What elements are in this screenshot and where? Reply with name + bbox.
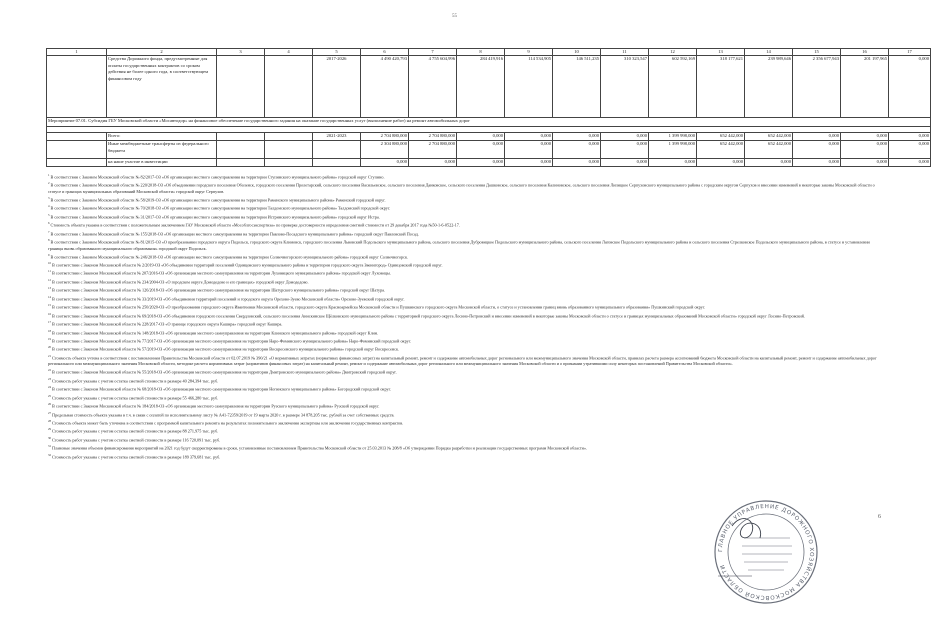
footnote-number: 29 (48, 427, 51, 432)
table-cell-value: 0,000 (649, 159, 697, 167)
footnote-text: В соответствии с Законом Московской области № 250/2020-ОЗ «О преобразовании городского округа Ивантеевки Московской области, городского округа Красноармейска Московской области и Пушкинского городского округа Московской области, о статусе и установлении границ вновь образованного муниципального образования» Пушкинский городской округ. (52, 304, 706, 310)
footnote-number: 3 (48, 195, 50, 200)
table-header-cell: 8 (457, 49, 505, 56)
footnote (48, 452, 882, 460)
footnote-text: Стоимость объекта может быть уточнена в соответствии с программой капитального ремонта на результатах положительного заключения экспертизы или заключения государственных контрактов. (52, 420, 404, 426)
table-header-cell: 16 (841, 49, 889, 56)
table-cell-value: 2 704 880,000 (409, 141, 457, 159)
footnote-text: В соответствии с Законом Московской области № 184/2018-ОЗ «Об организации местного самоуправления на территории Рузского муниципального района» Рузский городской округ. (52, 403, 380, 409)
footnote-text: В соответствии с Законом Московской области № 2/2019-ОЗ «Об объединении территорий поселений Одинцовского муниципального района и территории городского округа Звенигород» Одинцовский городской округ. (52, 262, 443, 268)
footnote (48, 376, 882, 384)
footnote-number: 1 (48, 173, 50, 177)
table-cell-value: 310 323,547 (601, 56, 649, 118)
footnote-number: 11 (48, 269, 51, 274)
table-header-cell: 1 (47, 49, 107, 56)
table-header-cell: 10 (553, 49, 601, 56)
footnote-text: В соответствии с Законом Московской области № 207/2016-ОЗ «Об организации местного самоуправления на территории Луховицкого муниципального района» городской округ Луховицы. (51, 270, 391, 276)
table-cell-value: 0,000 (601, 141, 649, 159)
financing-table (46, 48, 931, 167)
table-cell-period (313, 141, 361, 159)
table-cell-empty (217, 56, 265, 118)
table-cell-period (313, 159, 361, 167)
table-cell-value: 0,000 (889, 133, 931, 141)
footnote-text: В соответствии с Законом Московской области № 55/2018-ОЗ «Об организации местного самоуправления на территории Дмитровского муниципального района» Дмитровский городской округ. (52, 369, 397, 375)
table-cell-value: 652 442,000 (745, 141, 793, 159)
footnote (48, 384, 882, 392)
table-cell-name: Всего: (107, 133, 217, 141)
table-cell-name: Иные межбюджетные трансферты из федерального бюджета (107, 141, 217, 159)
official-seal (712, 498, 820, 606)
footnote-number: 5 (48, 212, 50, 217)
footnote-number: 8 (48, 238, 50, 243)
footnote-text: В соответствии с Законом Московской области № 81/2015-ОЗ «О преобразовании городского округа Подольск, городского округа Климовск, городского поселения Львовский Подольского муниципального района, сельского поселения Дубровицкое Подольского муниципального района, сельского поселения Лаговское Подольского муниципального района и сельского поселения Стрелковское Подольского муниципального района, в статусе и установлении границы вновь образованного муниципального образования» городской округ Подольск. (48, 239, 870, 251)
footnote-number: 22 (48, 368, 51, 373)
footnote (48, 285, 882, 293)
table-cell-value: 652 442,000 (697, 133, 745, 141)
table-row (47, 133, 931, 141)
table-row-main (47, 56, 931, 118)
footnote (48, 237, 882, 251)
footnote (48, 195, 882, 203)
footnote-text: В соответствии с Законом Московской области № 82/2017-ОЗ «Об организации местного самоуправления на территории Ступинского муниципального района» городской округ Ступино. (50, 174, 385, 180)
footnote-number: 12 (48, 277, 51, 282)
table-cell-value: 0,000 (457, 141, 505, 159)
table-header-cell: 17 (889, 49, 931, 56)
footnote-number: 21 (48, 353, 51, 358)
table-cell-value: 0,000 (361, 159, 409, 167)
footnote-number: 15 (48, 303, 51, 308)
table-cell-value: 652 442,000 (745, 133, 793, 141)
table-header-cell: 12 (649, 49, 697, 56)
footnote (48, 229, 882, 237)
table-cell-period: 2017-2026 (313, 56, 361, 118)
footnote-number: 19 (48, 336, 51, 341)
footnote-number: 24 (48, 385, 51, 390)
table-cell-value: 318 177,621 (697, 56, 745, 118)
footnote-text: В соответствии с Законом Московской области № 70/2018-ОЗ «Об организации местного самоуправления на территории Талдомского муниципального района» Талдомский городской округ. (50, 205, 391, 211)
table-cell-value: 0,000 (505, 133, 553, 141)
footnote (48, 418, 882, 426)
footnote (48, 401, 882, 409)
table-cell-empty (265, 141, 313, 159)
svg-text:ГЛАВНОЕ УПРАВЛЕНИЕ ДОРОЖНОГО Х: ГЛАВНОЕ УПРАВЛЕНИЕ ДОРОЖНОГО ХОЗЯЙСТВА МОСКОВСКОЙ ОБЛАСТИ (717, 503, 815, 601)
footnote (48, 435, 882, 443)
footnote (48, 353, 882, 367)
table-header-cell: 13 (697, 49, 745, 56)
table-row (47, 141, 931, 159)
footnote-text: Стоимость работ указана с учетом остатка сметной стоимости в размере 55 466,280 тыс. руб. (52, 395, 219, 401)
table-header-cell: 11 (601, 49, 649, 56)
table-cell-empty (217, 141, 265, 159)
table-cell-value: 0,000 (745, 159, 793, 167)
footnote-text: В соответствии с Законом Московской области № 155/2018-ОЗ «Об организации местного самоуправления на территории Павлово-Посадского муниципального района» городской округ Павловский Посад. (50, 231, 419, 237)
footnote-number: 7 (48, 229, 50, 234)
table-cell-value: 0,000 (841, 141, 889, 159)
table-cell-value: 4 490 420,793 (361, 56, 409, 118)
table-cell-value: 0,000 (553, 159, 601, 167)
footnote-text: Предельная стоимость объекта указана в т.ч. в связи с оплатой по исполнительному листу № А41-72359/2019 от 19 марта 2020 г. в размере 34 878,205 тыс. рублей за счет собственных средств. (52, 411, 395, 417)
footnote-number: 31 (48, 444, 51, 449)
table-cell-value: 652 442,000 (697, 141, 745, 159)
footnote (48, 328, 882, 336)
table-cell-value: 284 419,916 (457, 56, 505, 118)
table-cell-empty (265, 133, 313, 141)
footnote-text: В соответствии с Законом Московской области № 68/2018-ОЗ «Об организации местного самоуправления на территории Ногинского муниципального района» Богородский городской округ. (52, 386, 391, 392)
footnote-text: В соответствии с Законом Московской области № 69/2018-ОЗ «Об объединении городского поселения Свердловский, сельского поселения Анискинское Щёлковского муниципального района с территорией городского округа Лосино-Петровский и внесении изменений в некоторые законы Московской области о статусе и границах муниципальных образований Московской области» городской округ Лосино-Петровский. (52, 313, 805, 319)
footnote (48, 252, 882, 260)
table-cell-value: 1 399 998,000 (649, 141, 697, 159)
table-cell-value: 0,000 (505, 159, 553, 167)
margin-mark: 6 (878, 514, 881, 520)
footnote-number: 28 (48, 418, 51, 423)
footnote (48, 410, 882, 418)
footnote (48, 426, 882, 434)
table-cell-value: 0,000 (841, 133, 889, 141)
footnote-number: 6 (48, 221, 50, 226)
footnote-number: 14 (48, 294, 51, 299)
footnote (48, 336, 882, 344)
footnote-text: В соответствии с Законом Московской области № 77/2017-ОЗ «Об организации местного самоуправления на территории Наро-Фоминского муниципального района» Наро-Фоминский городской округ. (52, 338, 412, 344)
footnote (48, 277, 882, 285)
table-cell-value: 1 399 998,000 (649, 133, 697, 141)
table-cell-value: 0,000 (793, 159, 841, 167)
footnote (48, 203, 882, 211)
table-cell-value: 602 592,169 (649, 56, 697, 118)
table-cell-index (47, 133, 107, 141)
table-cell-value: 201 197,965 (841, 56, 889, 118)
footnote-text: В соответствии с Законом Московской области № 228/2017-ОЗ «О границе городского округа Кашира» городской округ Кашира. (52, 321, 283, 327)
footnote-text: В соответствии с Законом Московской области № 220/2018-ОЗ «Об объединении городского поселения Оболенск, городского поселения Пролетарский, сельского поселения Васильевское, сельского поселения Данковское, сельского поселения Дашковское, сельского поселения Калиновское, сельского поселения Липицкое Серпуховского муниципального района с городским округом Серпухов и внесении изменений в некоторые законы Московской области о статусе и границах муниципальных образований Московской области» городской округ Серпухов. (48, 182, 875, 194)
table-cell-value: 0,000 (793, 141, 841, 159)
footnote (48, 220, 882, 228)
table-header-cell: 7 (409, 49, 457, 56)
footnote-text: В соответствии с Законом Московской области № 148/2018-ОЗ «Об организации местного самоуправления на территории Клинского муниципального района» городской округ Клин. (52, 329, 379, 335)
table-row-measure (47, 118, 931, 127)
footnote-number: 2 (48, 181, 50, 186)
footnote (48, 268, 882, 276)
footnote-text: Стоимость работ указана с учетом остатка сметной стоимости в размере 116 720,091 тыс. руб. (52, 437, 221, 443)
footnote (48, 260, 882, 268)
footnote-text: В соответствии с Законом Московской области № 57/2019-ОЗ «Об организации местного самоуправления на территории Воскресенского муниципального района» городской округ Воскресенск. (52, 346, 400, 352)
table-cell-empty (265, 159, 313, 167)
footnote-number: 20 (48, 345, 51, 350)
table-header-cell: 9 (505, 49, 553, 56)
table-header-row (47, 49, 931, 56)
footnote-text: Стоимость работ указана с учетом остатка сметной стоимости в размере 88 271,975 тыс. руб. (52, 428, 219, 434)
footnote-number: 9 (48, 252, 50, 257)
table-cell-value: 0,000 (841, 159, 889, 167)
footnote-number: 27 (48, 410, 51, 415)
table-header-cell: 2 (107, 49, 217, 56)
table-cell-value: 0,000 (601, 133, 649, 141)
footnote-number: 30 (48, 435, 51, 440)
footnote-number: 23 (48, 376, 51, 381)
table-header-cell: 4 (265, 49, 313, 56)
table-cell-empty (217, 159, 265, 167)
table-cell-value: 4 755 604,996 (409, 56, 457, 118)
footnote-number: 10 (48, 261, 51, 266)
footnote (48, 319, 882, 327)
table-cell-value: 146 511,235 (553, 56, 601, 118)
table-cell-value: 0,000 (553, 141, 601, 159)
table-cell-value: 2 704 880,000 (409, 133, 457, 141)
table-cell-empty (265, 56, 313, 118)
table-cell-value: 0,000 (505, 141, 553, 159)
footnote-text: Стоимость объекта учтена в соответствии с постановлением Правительства Московской области от 02.07.2019 № 390/21 «О нормативных затратах (нормативах финансовых затрат) на капитальный ремонт, ремонт и содержание автомобильных дорог регионального или межмуниципального значения Московской области, правилах расчета размера ассигнований бюджета Московской области на капитальный ремонт, ремонт и содержание автомобильных дорог регионального или межмуниципального значения Московской области, методике расчета нормативных затрат (нормативов финансовых затрат) на капитальный ремонт, ремонт и содержание автомобильных дорог регионального или межмуниципального значения Московской области и о признании утратившими силу некоторых постановлений Правительства Московской области». (48, 355, 877, 367)
table-cell-value: 0,000 (889, 56, 931, 118)
footnote-text: В соответствии с Законом Московской области № 246/2018-ОЗ «Об организации местного самоуправления на территории Солнечногорского муниципального района» городской округ Солнечногорск. (50, 253, 409, 259)
table-cell-value: 0,000 (553, 133, 601, 141)
table-cell-value: 0,000 (409, 159, 457, 167)
table-cell-name: на наше участие в инвестиции (107, 159, 217, 167)
footnote (48, 393, 882, 401)
footnote (48, 302, 882, 310)
table-header-cell: 3 (217, 49, 265, 56)
footnote-text: Стоимость работ указана с учетом остатка сметной стоимости в размере 189 379,681 тыс. руб. (52, 454, 221, 460)
footnote-number: 4 (48, 204, 50, 209)
footnote-number: 25 (48, 393, 51, 398)
footnote-text: Стоимость работ указана с учетом остатка сметной стоимости в размере 40 284,394 тыс. руб. (52, 378, 219, 384)
table-cell-value: 2 356 677,943 (793, 56, 841, 118)
footnote-number: 26 (48, 402, 51, 407)
footnote-text: В соответствии с Законом Московской области № 31/2017-ОЗ «Об организации местного самоуправления на территории Истринского муниципального района» городской округ Истра. (50, 214, 380, 220)
table-cell-value: 2 704 880,000 (361, 133, 409, 141)
table-cell-value: 0,000 (457, 133, 505, 141)
footnote (48, 294, 882, 302)
footnote-number: 13 (48, 286, 51, 291)
footnote (48, 443, 882, 451)
footnote-number: 16 (48, 311, 51, 316)
table-cell-value: 2 304 880,000 (361, 141, 409, 159)
footnote-text: В соответствии с Законом Московской области № 58/2019-ОЗ «Об организации местного самоуправления на территории Раменского муниципального района» Раменский городской округ. (50, 197, 386, 203)
table-cell-index (47, 56, 107, 118)
table-cell-value: 0,000 (889, 141, 931, 159)
table-cell-value: 114 534,905 (505, 56, 553, 118)
footnote (48, 180, 882, 194)
footnote (48, 311, 882, 319)
table-cell-value: 0,000 (457, 159, 505, 167)
footnote-text: В соответствии с Законом Московской области № 234/2004-ОЗ «О городском округе Домодедово и его границах» городской округ Домодедово. (52, 279, 309, 285)
footnote (48, 367, 882, 375)
table-cell-name: Средства Дорожного фонда, предусмотренные для оплаты государственных контрактов со сроком действия не более одного года, в соответствующем финансовом году (107, 56, 217, 118)
table-cell-index (47, 159, 107, 167)
table-cell-value: 239 989,646 (745, 56, 793, 118)
footnote-text: Плановые значения объемов финансирования мероприятий на 2021 год будут скорректированы в сроки, установленные постановлением Правительства Московской области от 25.03.2013 № 208/8 «Об утверждении Порядка разработки и реализации государственных программ Московской области». (52, 445, 588, 451)
table-cell-value: 0,000 (793, 133, 841, 141)
measure-title: Мероприятие 07.01. Субсидия ГБУ Московской области «Мосавтодор» на финансовое обеспечение государственного задания на оказание государственных услуг (выполнение работ) на ремонт автомобильных дорог (47, 118, 931, 127)
table-header-cell: 15 (793, 49, 841, 56)
footnote (48, 212, 882, 220)
table-header-cell: 6 (361, 49, 409, 56)
footnote (48, 344, 882, 352)
footnote-number: 17 (48, 320, 51, 325)
table-cell-value: 0,000 (601, 159, 649, 167)
table-cell-index (47, 141, 107, 159)
table-row (47, 159, 931, 167)
table-cell-period: 2021-2023 (313, 133, 361, 141)
footnote-number: 32 (48, 452, 51, 457)
table-cell-empty (217, 133, 265, 141)
table-header-cell: 14 (745, 49, 793, 56)
page-number: 55 (452, 14, 457, 19)
footnote-text: Стоимость объекта указана в соответствии с положительным заключением ГАУ Московской области «Мособлгосэкспертиза» по проверке достоверности определения сметной стоимости от 29 декабря 2017 года №50-1-6-0522-17. (50, 222, 460, 228)
footnote-text: В соответствии с Законом Московской области № 126/2018-ОЗ «Об организации местного самоуправления на территории Шатурского муниципального района» городской округ Шатура. (52, 287, 386, 293)
footnotes (48, 172, 882, 460)
table-header-cell: 5 (313, 49, 361, 56)
footnote (48, 172, 882, 180)
footnote-number: 18 (48, 328, 51, 333)
table-cell-value: 0,000 (889, 159, 931, 167)
footnote-text: В соответствии с Законом Московской области № 33/2019-ОЗ «Об объединении территорий поселений и городского округа Орехово-Зуево Московской области» Орехово-Зуевский городской округ. (52, 296, 405, 302)
table-cell-value: 0,000 (697, 159, 745, 167)
